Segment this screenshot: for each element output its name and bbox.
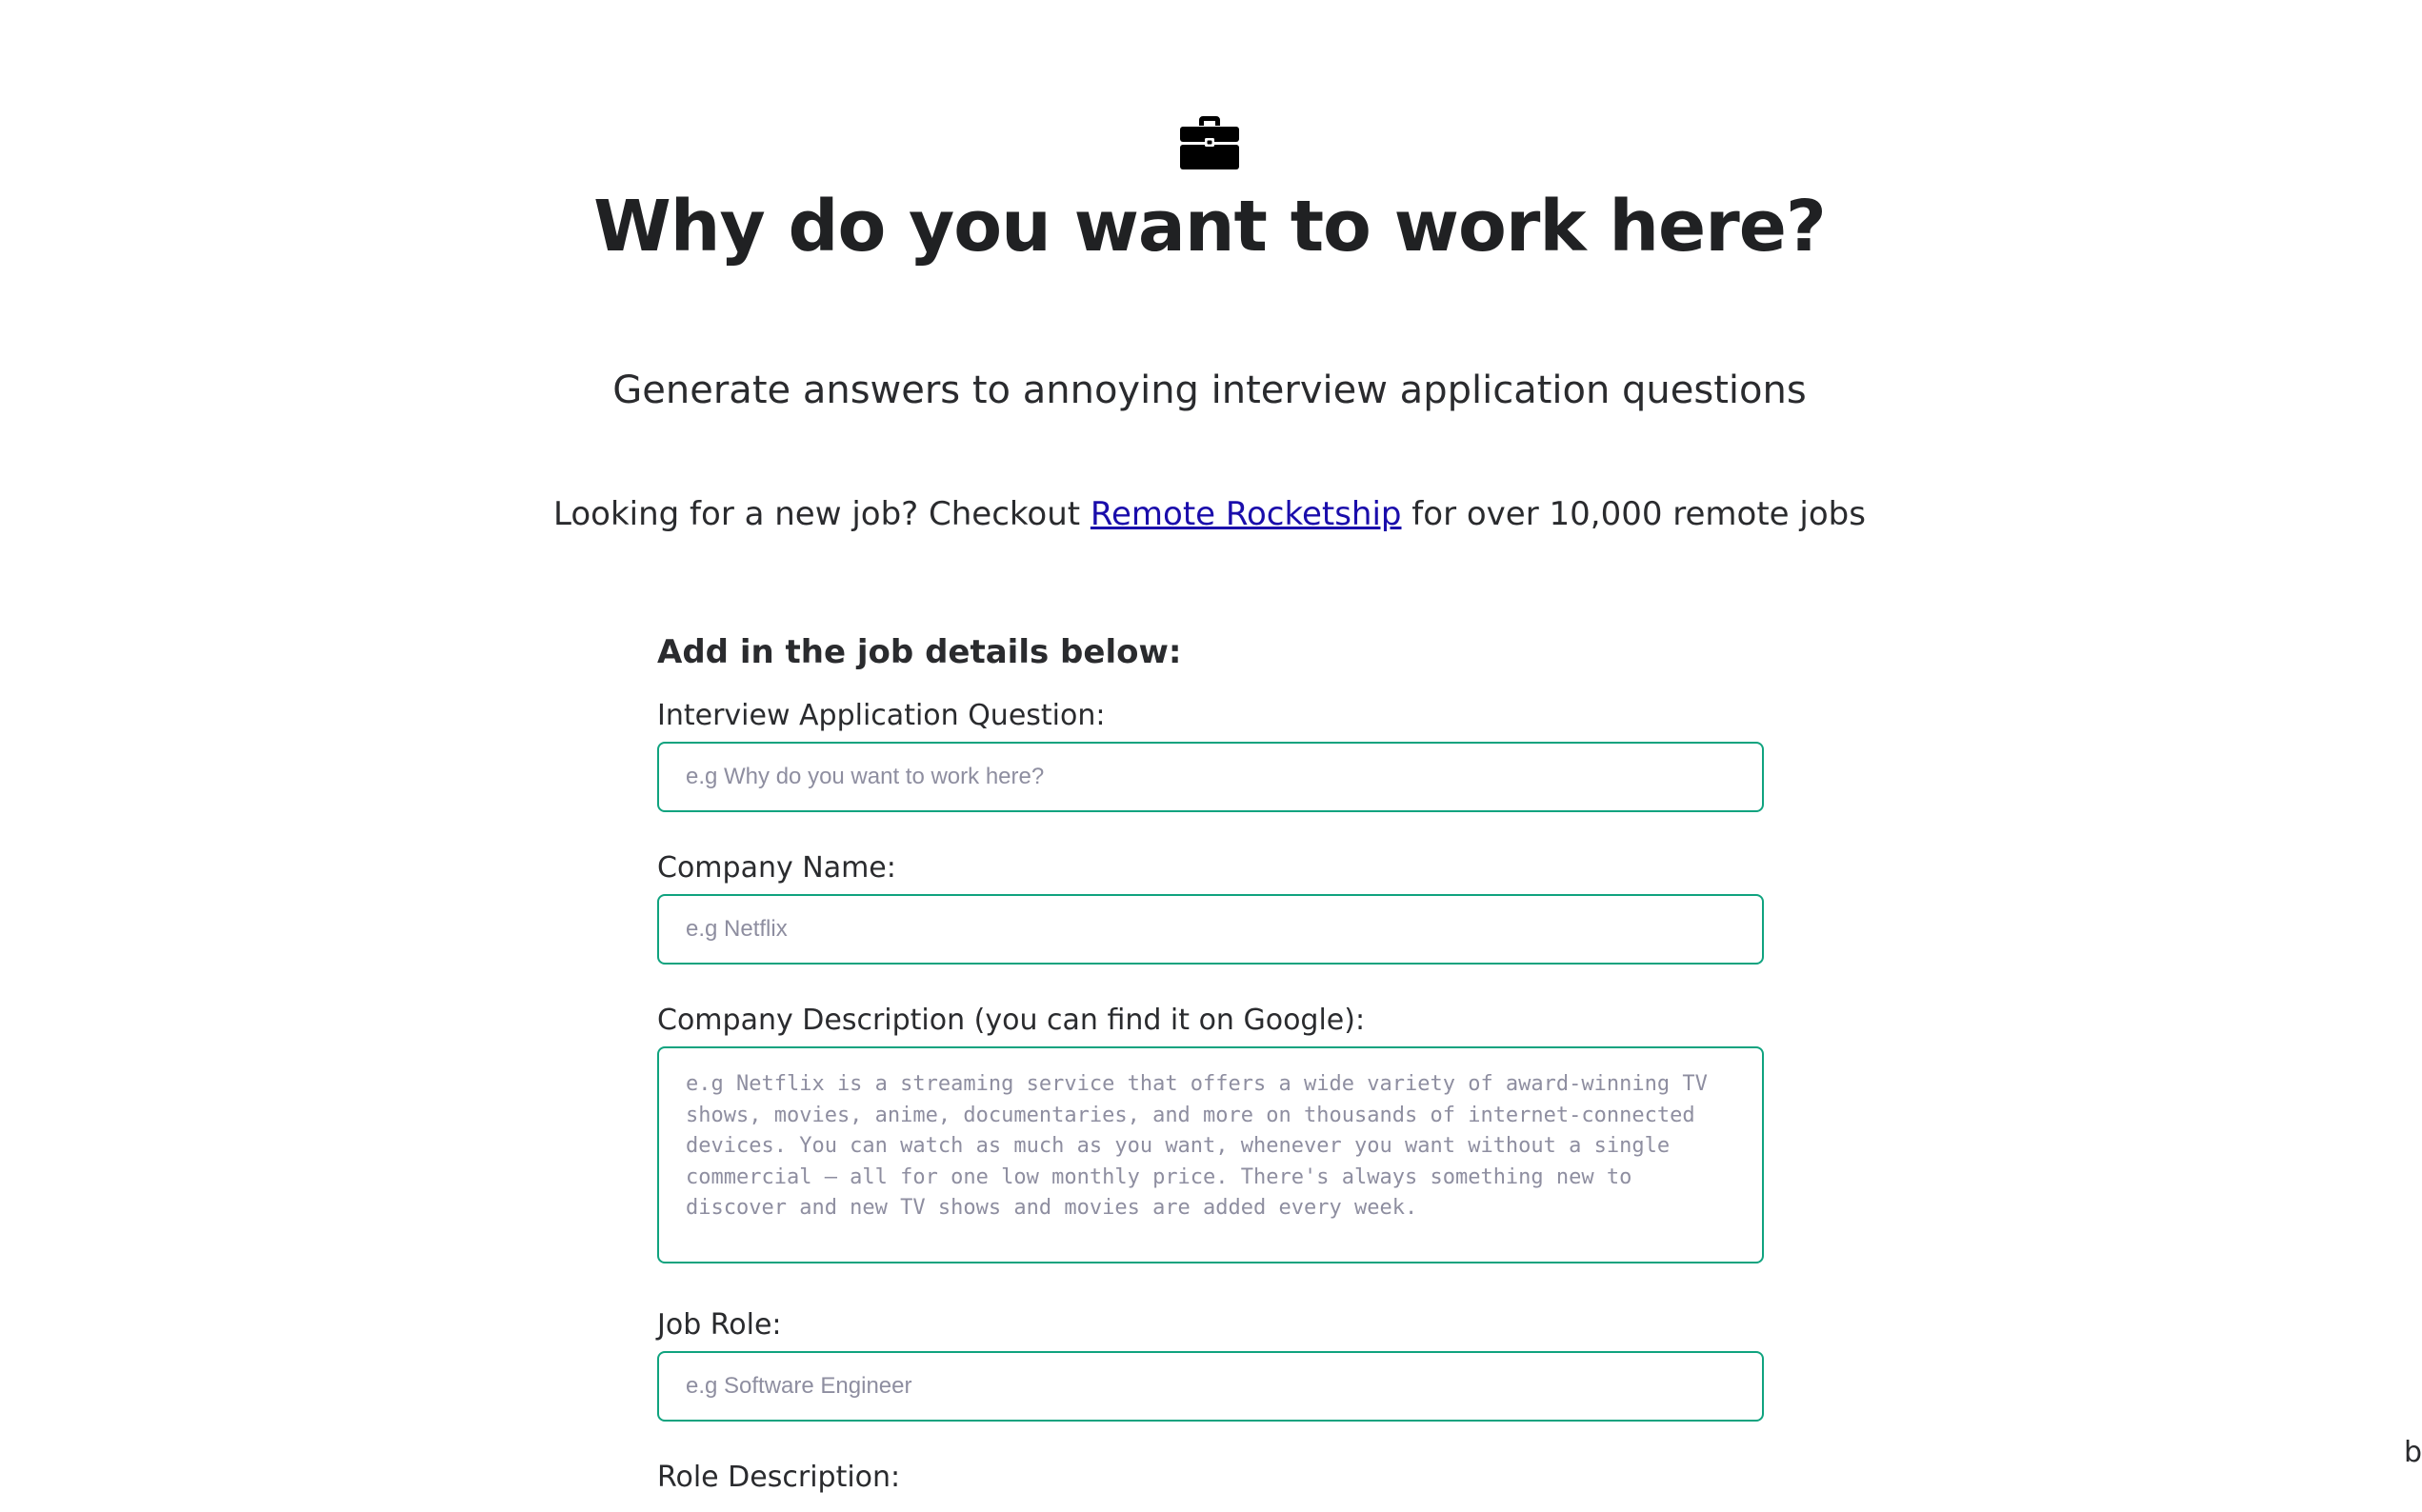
company-description-textarea[interactable]: [657, 1046, 1764, 1263]
company-name-label: Company Name:: [657, 851, 896, 885]
question-label: Interview Application Question:: [657, 699, 1106, 732]
remote-rocketship-link[interactable]: Remote Rocketship: [1090, 495, 1402, 533]
question-input[interactable]: [657, 742, 1764, 812]
job-role-label: Job Role:: [657, 1308, 782, 1342]
page-title: Why do you want to work here?: [593, 186, 1826, 268]
promo-suffix: for over 10,000 remote jobs: [1401, 495, 1866, 533]
company-name-input[interactable]: [657, 894, 1764, 965]
briefcase-icon: [1180, 116, 1239, 169]
company-description-label: Company Description (you can find it on Google):: [657, 1004, 1366, 1037]
edge-text: b: [2404, 1436, 2422, 1469]
page-subtitle: Generate answers to annoying interview application questions: [612, 368, 1807, 412]
role-description-label: Role Description:: [657, 1461, 901, 1494]
job-role-input[interactable]: [657, 1351, 1764, 1422]
promo-text: [0, 487, 2419, 541]
form-heading: Add in the job details below:: [657, 633, 1182, 671]
job-details-form: [657, 624, 1764, 1503]
promo-prefix: Looking for a new job? Checkout: [553, 495, 1091, 533]
